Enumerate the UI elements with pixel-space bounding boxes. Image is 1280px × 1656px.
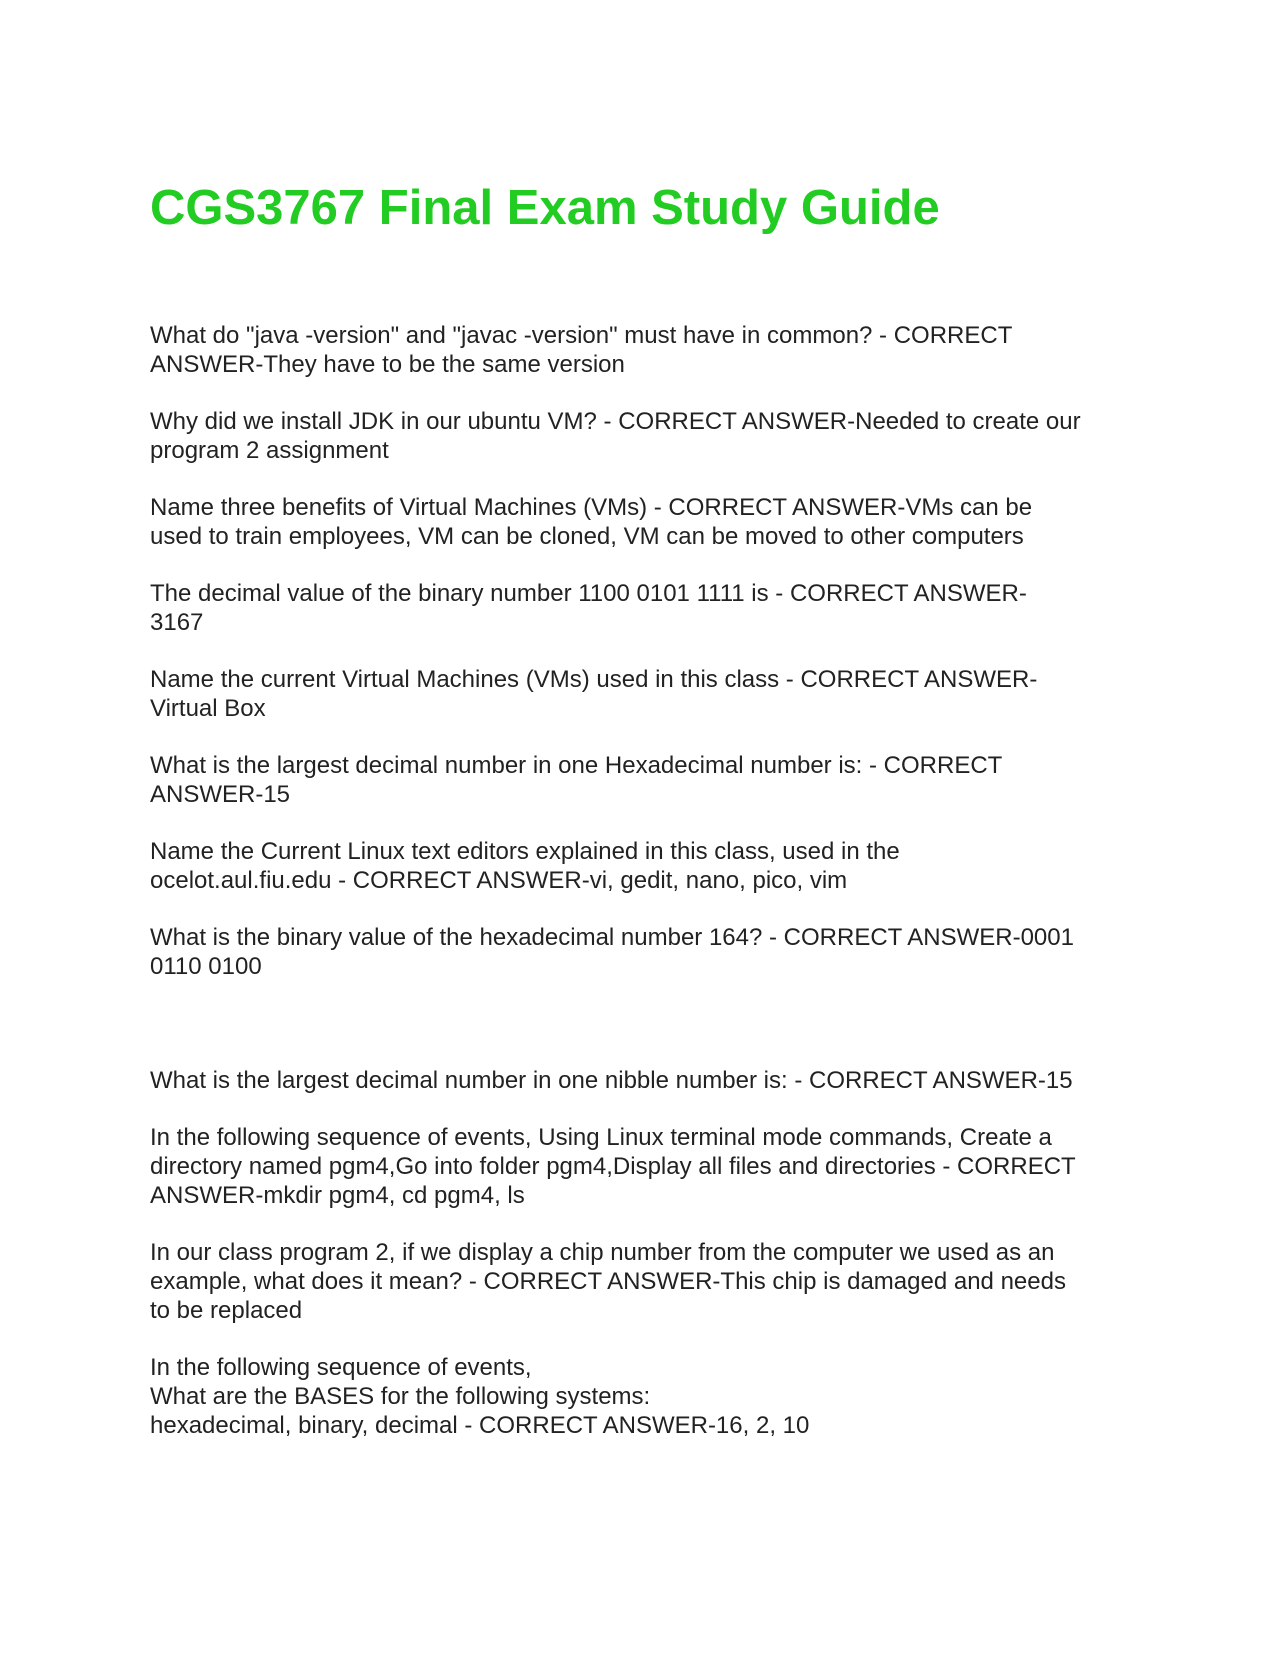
qa-line: used to train employees, VM can be cloned, VM can be moved to other computers [150,523,1024,550]
qa-line: ANSWER-mkdir pgm4, cd pgm4, ls [150,1182,525,1209]
qa-line: 3167 [150,609,204,636]
qa-item [150,665,1140,723]
qa-item [150,1238,1140,1325]
qa-item [150,751,1140,809]
qa-line: 0110 0100 [150,953,262,980]
qa-line: What is the largest decimal number in one Hexadecimal number is: - CORRECT [150,752,1003,779]
qa-line: directory named pgm4,Go into folder pgm4,Display all files and directories - CORRECT [150,1153,1076,1180]
qa-item [150,837,1140,895]
page-title: CGS3767 Final Exam Study Guide [150,181,940,235]
qa-line: ANSWER-15 [150,781,291,808]
qa-line: In the following sequence of events, Using Linux terminal mode commands, Create a [150,1124,1052,1151]
qa-line: example, what does it mean? - CORRECT ANSWER-This chip is damaged and needs [150,1268,1066,1295]
qa-item [150,321,1140,379]
qa-item [150,1066,1140,1095]
qa-item [150,493,1140,551]
qa-line: program 2 assignment [150,437,389,464]
qa-line: Why did we install JDK in our ubuntu VM? - CORRECT ANSWER-Needed to create our [150,408,1081,435]
qa-line: The decimal value of the binary number 1100 0101 1111 is - CORRECT ANSWER- [150,580,1027,607]
qa-line: Virtual Box [150,695,266,722]
qa-line: What do "java -version" and "javac -version" must have in common? - CORRECT [150,322,1013,349]
qa-item [150,407,1140,465]
qa-line: hexadecimal, binary, decimal - CORRECT ANSWER-16, 2, 10 [150,1412,810,1439]
qa-line: What is the binary value of the hexadecimal number 164? - CORRECT ANSWER-0001 [150,924,1074,951]
qa-item [150,1123,1140,1210]
qa-item [150,923,1140,981]
qa-line: What are the BASES for the following systems: [150,1383,651,1410]
qa-line: In our class program 2, if we display a chip number from the computer we used as an [150,1239,1055,1266]
qa-item [150,1353,1140,1440]
qa-line: ocelot.aul.fiu.edu - CORRECT ANSWER-vi, gedit, nano, pico, vim [150,867,848,894]
qa-line: In the following sequence of events, [150,1354,532,1381]
qa-line: Name three benefits of Virtual Machines (VMs) - CORRECT ANSWER-VMs can be [150,494,1033,521]
qa-line: What is the largest decimal number in one nibble number is: - CORRECT ANSWER-15 [150,1067,1073,1094]
qa-line: Name the current Virtual Machines (VMs) used in this class - CORRECT ANSWER- [150,666,1038,693]
qa-line: Name the Current Linux text editors explained in this class, used in the [150,838,900,865]
qa-item [150,579,1140,637]
qa-line: to be replaced [150,1297,303,1324]
qa-line: ANSWER-They have to be the same version [150,351,625,378]
